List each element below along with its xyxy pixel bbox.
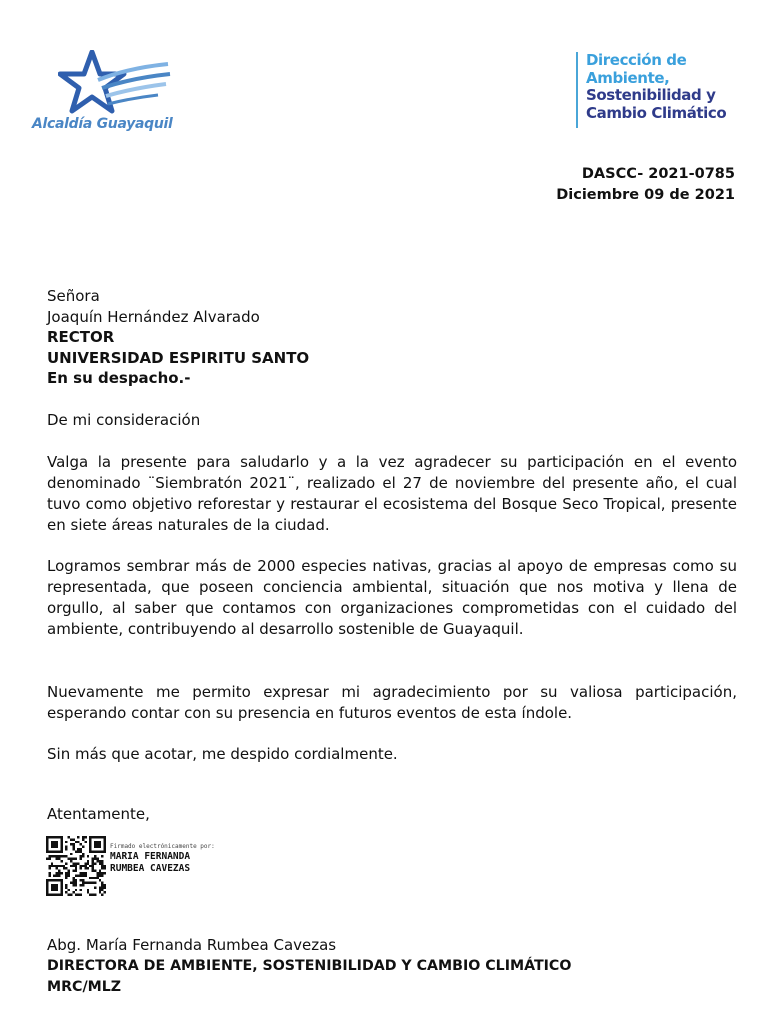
signer-name: Abg. María Fernanda Rumbea Cavezas	[47, 936, 337, 954]
signer-title: DIRECTORA DE AMBIENTE, SOSTENIBILIDAD Y CAMBIO CLIMÁTICO	[47, 958, 572, 974]
addressee-name: Joaquín Hernández Alvarado	[47, 307, 260, 326]
reference-date: Diciembre 09 de 2021	[556, 187, 735, 203]
qr-code-icon	[46, 836, 106, 896]
addressee-closing: En su despacho.-	[47, 369, 191, 387]
electronic-signature	[110, 843, 215, 875]
reference-number: DASCC- 2021-0785	[581, 166, 735, 182]
paragraph-4: Sin más que acotar, me despido cordialmente.	[47, 745, 398, 763]
signature-name-line-2: RUMBEA CAVEZAS	[110, 863, 191, 874]
paragraph-3: Nuevamente me permito expresar mi agradecimiento por su valiosa participación, esperando contar con su presencia en futuros eventos de esta índole.	[47, 683, 737, 722]
document-reference	[556, 164, 735, 206]
logo-line-4: Cambio Climático	[586, 103, 727, 122]
paragraph-1: Valga la presente para saludarlo y a la vez agradecer su participación en el evento denominado ¨Siembratón 2021¨, realizado el 27 de noviembre del presente año, el cual tuvo como objetivo reforestar y restaurar el ecosistema del Bosque Seco Tropical, presente en siete áreas naturales de la ciudad.	[47, 453, 737, 534]
signature-caption: Firmado electrónicamente por:	[110, 843, 215, 850]
signer-block	[47, 935, 571, 998]
star-logo-icon	[58, 50, 178, 114]
addressee-title: RECTOR	[47, 328, 115, 346]
logo-line-3: Sostenibilidad y	[586, 86, 716, 104]
logo-line-1: Dirección de	[586, 51, 687, 69]
signature-name-line-1: MARIA FERNANDA	[110, 851, 191, 862]
logo-divider	[576, 52, 578, 128]
addressee-greeting: Señora	[47, 287, 100, 305]
addressee-block	[47, 286, 309, 389]
signer-initials: MRC/MLZ	[47, 979, 122, 995]
salutation: De mi consideración	[47, 411, 201, 429]
alcaldia-guayaquil-logo	[28, 50, 178, 140]
direccion-ambiente-logo	[576, 52, 766, 132]
logo-line-2: Ambiente,	[586, 68, 670, 87]
paragraph-2: Logramos sembrar más de 2000 especies nativas, gracias al apoyo de empresas como su representada, que poseen conciencia ambiental, situación que nos motiva y llena de orgullo, al saber que contamos con organizaciones comprometidas con el cuidado del ambiente, contribuyendo al desarrollo sostenible de Guayaquil.	[47, 557, 737, 638]
alcaldia-logo-text: Alcaldía Guayaquil	[32, 116, 173, 132]
closing: Atentamente,	[47, 805, 150, 823]
addressee-institution: UNIVERSIDAD ESPIRITU SANTO	[47, 348, 310, 367]
